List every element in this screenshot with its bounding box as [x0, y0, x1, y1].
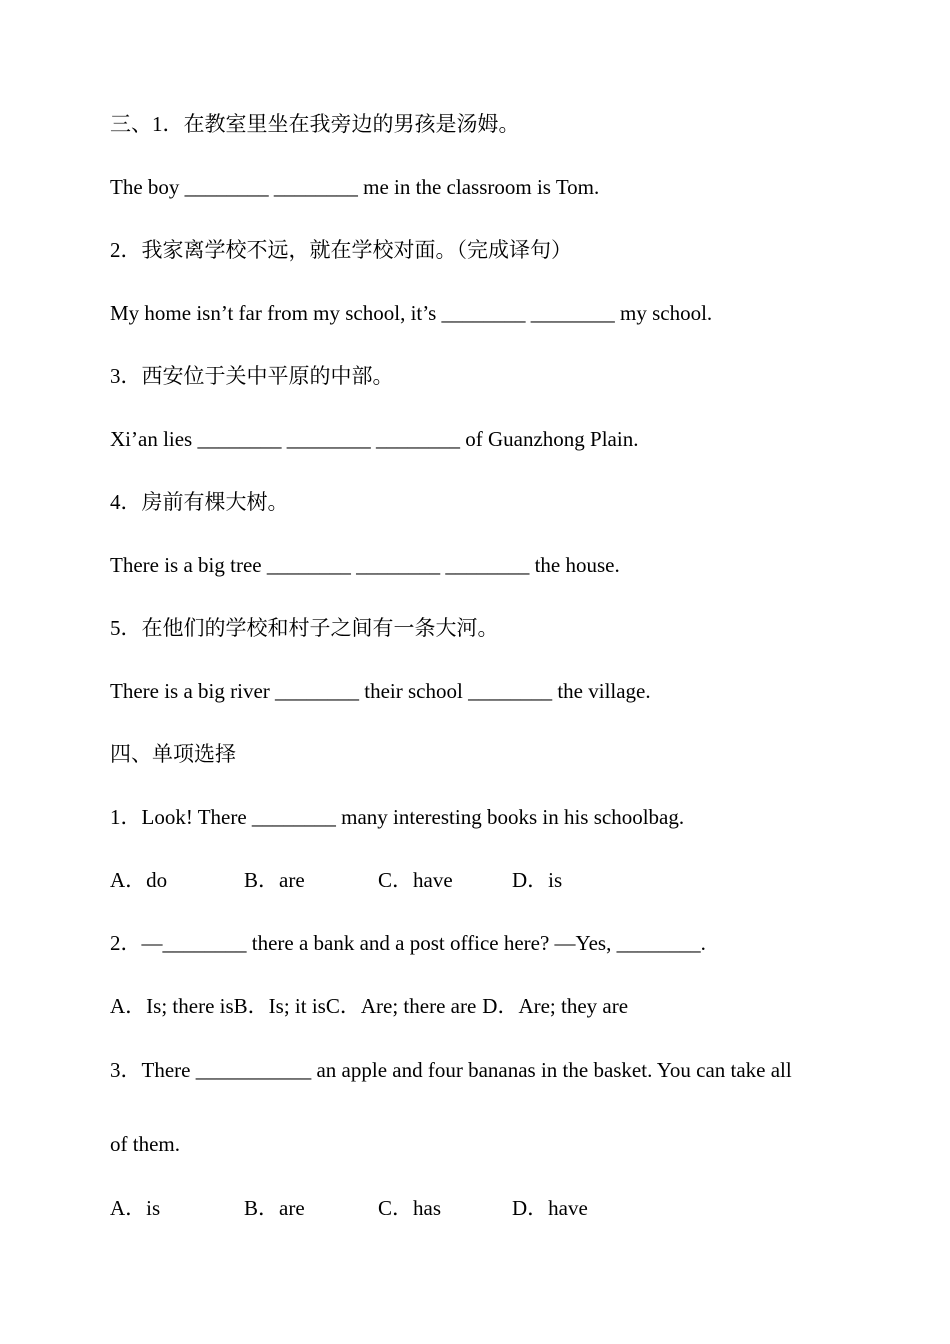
s4-q1-stem: 1．Look! There ________ many interesting books in his schoolbag.: [110, 805, 685, 829]
s4-q3-option-b: B．are: [244, 1196, 305, 1220]
s3-q1-chinese: 三、1．在教室里坐在我旁边的男孩是汤姆。: [110, 112, 520, 136]
s4-q3-options: [110, 1194, 588, 1222]
s4-q2-option-b: B．Is; it is: [233, 994, 326, 1018]
s3-q1-english: The boy ________ ________ me in the classroom is Tom.: [110, 175, 600, 199]
s4-q1-option-c: C．have: [378, 868, 453, 892]
s4-q2-stem: 2．—________ there a bank and a post office here? —Yes, ________.: [110, 931, 706, 955]
s4-q3-stem-line2: of them.: [110, 1132, 180, 1156]
s4-q1-options: [110, 866, 562, 894]
s3-q2-chinese: 2．我家离学校不远，就在学校对面。（完成译句）: [110, 238, 572, 262]
s4-q2-option-c: C．Are; there are: [325, 994, 477, 1018]
s4-q3-stem-line1: 3．There ___________ an apple and four bananas in the basket. You can take all: [110, 1058, 792, 1082]
s3-q3-chinese: 3．西安位于关中平原的中部。: [110, 364, 394, 388]
s3-q2-english: My home isn’t far from my school, it’s ________ ________ my school.: [110, 301, 713, 325]
s4-q2-options: [110, 992, 628, 1020]
s3-q3-english: Xi’an lies ________ ________ ________ of Guanzhong Plain.: [110, 427, 639, 451]
s4-q1-option-b: B．are: [244, 868, 305, 892]
s3-q4-english: There is a big tree ________ ________ ________ the house.: [110, 553, 620, 577]
s3-q4-chinese: 4．房前有棵大树。: [110, 490, 289, 514]
s4-q1-option-d: D．is: [512, 868, 563, 892]
s3-q5-english: There is a big river ________ their school ________ the village.: [110, 679, 651, 703]
s4-heading: 四、单项选择: [110, 742, 236, 766]
s3-q5-chinese: 5．在他们的学校和村子之间有一条大河。: [110, 616, 499, 640]
s4-q3-option-a: A．is: [110, 1196, 161, 1220]
s4-q3-option-c: C．has: [378, 1196, 441, 1220]
s4-q1-option-a: A．do: [110, 868, 168, 892]
s4-q3-option-d: D．have: [512, 1196, 588, 1220]
s4-q2-option-d: D．Are; they are: [482, 994, 629, 1018]
s4-q2-option-a: A．Is; there is: [110, 994, 234, 1018]
